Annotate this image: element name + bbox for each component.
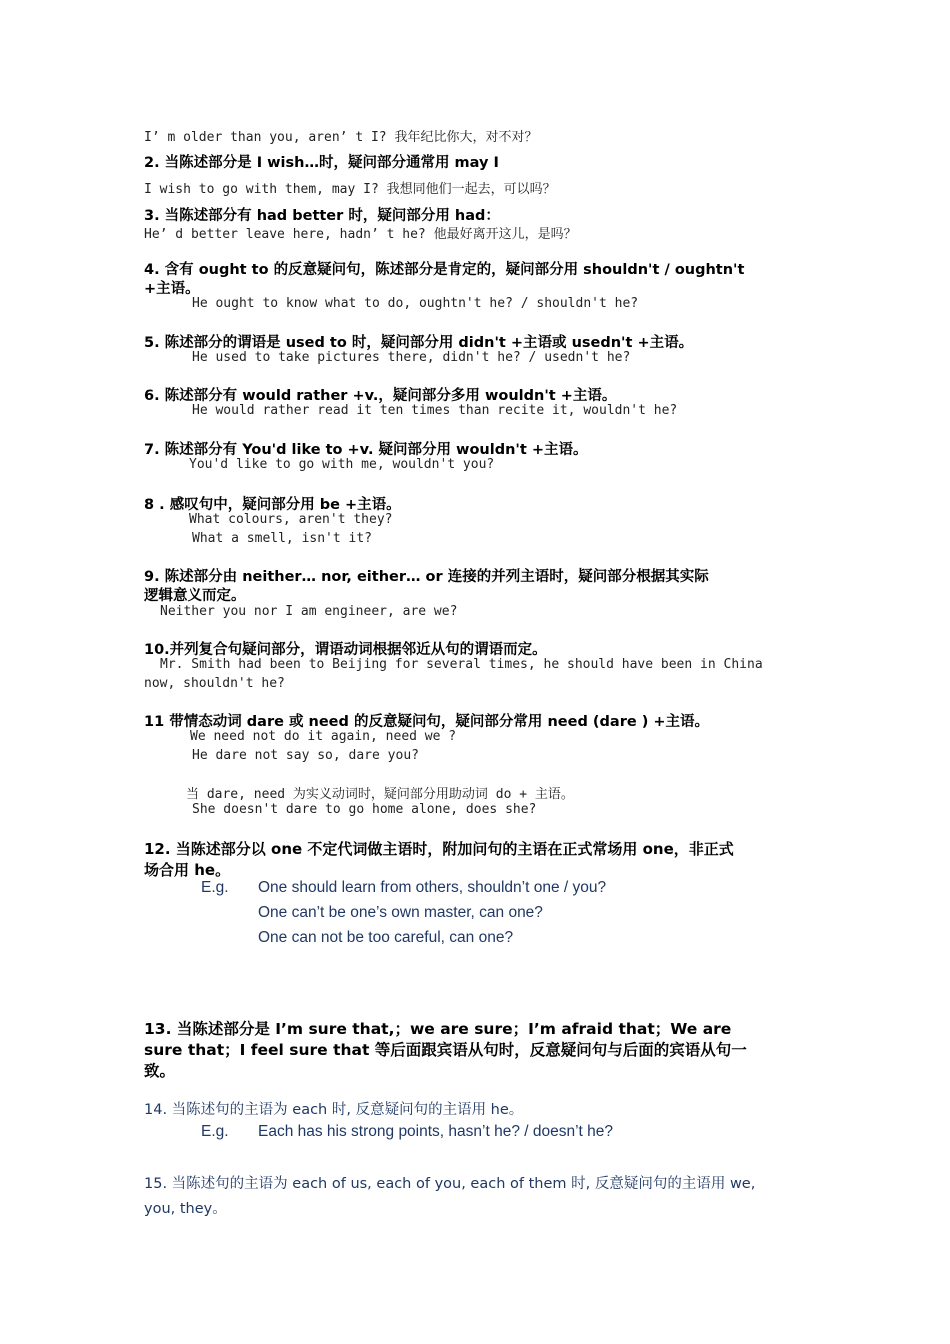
example-line: Mr. Smith had been to Beijing for several times, he should have been in China [160,657,763,672]
example-line: Neither you nor I am engineer, are we? [160,604,458,619]
example-line-continued: now, shouldn't he? [144,676,285,691]
example-line: He used to take pictures there, didn't he? / usedn't he? [192,350,631,365]
example-line: One can’t be one’s own master, can one? [258,904,543,921]
example-line: Each has his strong points, hasn’t he? / doesn’t he? [258,1123,614,1140]
rule-heading-continued: 致。 [144,1062,176,1080]
rule-heading: 14. 当陈述句的主语为 each 时, 反意疑问句的主语用 he。 [144,1102,524,1118]
example-line: You'd like to go with me, wouldn't you? [189,457,495,472]
rule-heading: 10.并列复合句疑问部分，谓语动词根据邻近从句的谓语而定。 [144,642,547,658]
example-line: We need not do it again, need we ? [190,729,457,744]
example-line: I’ m older than you, aren’ t I? 我年纪比你大，对不对？ [144,130,538,145]
example-line: I wish to go with them, may I? 我想同他们一起去，可以吗？ [144,182,556,197]
example-line: One should learn from others, shouldn’t one / you? [258,879,607,896]
rule-heading-continued: sure that；I feel sure that 等后面跟宾语从句时，反意疑问句与后面的宾语从句一 [144,1041,747,1059]
rule-heading: 3. 当陈述部分有 had better 时，疑问部分用 had： [144,208,500,224]
rule-heading: 11 带情态动词 dare 或 need 的反意疑问句，疑问部分常用 need (dare ) +主语。 [144,714,710,730]
eg-label: E.g. [201,1123,229,1140]
rule-heading: 6. 陈述部分有 would rather +v.，疑问部分多用 wouldn't +主语。 [144,388,617,404]
example-line: He ought to know what to do, oughtn't he? / shouldn't he? [192,296,639,311]
rule-heading: 4. 含有 ought to 的反意疑问句，陈述部分是肯定的，疑问部分用 shouldn't / oughtn't [144,262,745,278]
rule-heading: 15. 当陈述句的主语为 each of us, each of you, each of them 时, 反意疑问句的主语用 we, [144,1176,756,1192]
rule-heading: 8 . 感叹句中，疑问部分用 be +主语。 [144,497,401,513]
note-line: 当 dare, need 为实义动词时，疑问部分用助动词 do + 主语。 [186,787,574,802]
rule-heading-continued: +主语。 [144,281,200,297]
rule-heading: 13. 当陈述部分是 I’m sure that,；we are sure；I’m afraid that；We are [144,1020,732,1038]
rule-heading: 2. 当陈述部分是 I wish…时，疑问部分通常用 may I [144,155,499,171]
example-line: One can not be too careful, can one? [258,929,514,946]
example-line: He would rather read it ten times than recite it, wouldn't he? [192,403,678,418]
eg-label: E.g. [201,879,229,896]
rule-heading: 5. 陈述部分的谓语是 used to 时，疑问部分用 didn't +主语或 usedn't +主语。 [144,335,694,351]
rule-heading-continued: 逻辑意义而定。 [144,588,246,604]
rule-heading: 7. 陈述部分有 You'd like to +v. 疑问部分用 wouldn't +主语。 [144,442,588,458]
rule-heading: 12. 当陈述部分以 one 不定代词做主语时，附加问句的主语在正式常场用 one，非正式 [144,840,734,858]
rule-heading: 9. 陈述部分由 neither… nor, either… or 连接的并列主语时，疑问部分根据其实际 [144,569,709,585]
rule-heading-continued: you, they。 [144,1201,227,1217]
example-line: He dare not say so, dare you? [192,748,419,763]
example-line: What colours, aren't they? [189,512,393,527]
example-line: What a smell, isn't it? [192,531,373,546]
rule-heading-continued: 场合用 he。 [144,861,231,879]
example-line: He’ d better leave here, hadn’ t he? 他最好离开这儿，是吗？ [144,227,577,242]
example-line: She doesn't dare to go home alone, does she? [192,802,537,817]
